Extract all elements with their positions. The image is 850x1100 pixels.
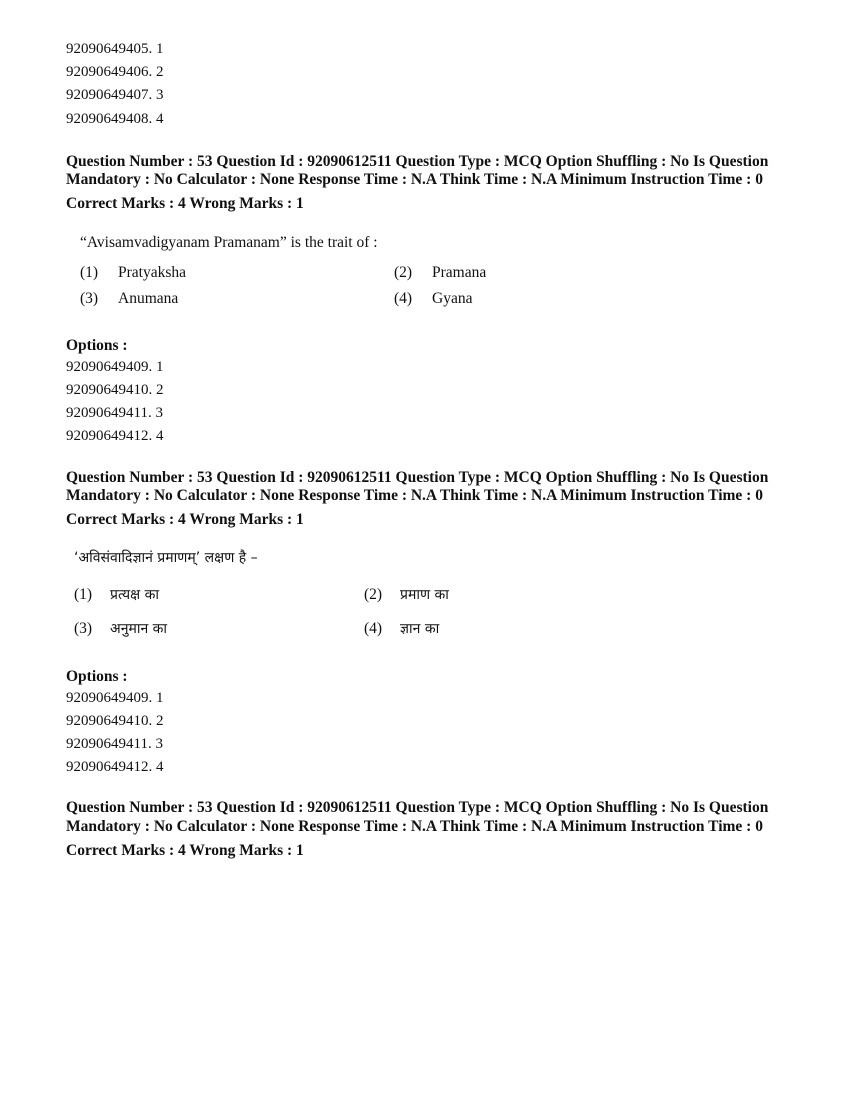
choice-text: Pramana (432, 263, 487, 281)
choice-number: (3) (80, 289, 99, 307)
choice-3 (74, 619, 167, 638)
option-id-line: 92090649411. 3 (66, 405, 163, 422)
option-id-line: 92090649409. 1 (66, 358, 164, 375)
choice-text: अनुमान का (110, 620, 168, 637)
option-id-line: 92090649405. 1 (66, 41, 164, 57)
option-id-line: 92090649406. 2 (66, 64, 164, 81)
question-marks: Correct Marks : 4 Wrong Marks : 1 (66, 511, 304, 529)
question-text: ‘अविसंवादिज्ञानं प्रमाणम्’ लक्षण है – (74, 549, 258, 566)
choice-number: (2) (364, 585, 383, 603)
options-label: Options : (66, 336, 128, 354)
choice-3 (80, 290, 178, 308)
choice-number: (1) (80, 263, 99, 281)
options-label: Options : (66, 667, 128, 685)
choice-text: Anumana (118, 289, 179, 307)
question-block (66, 799, 786, 860)
choices-grid (74, 585, 786, 647)
choice-text: Pratyaksha (118, 263, 187, 281)
choice-number: (1) (74, 585, 93, 603)
choice-text: ज्ञान का (400, 620, 440, 637)
choice-1 (80, 264, 186, 282)
option-id-line: 92090649412. 4 (66, 428, 164, 445)
choice-4 (394, 290, 472, 308)
option-id-line: 92090649410. 2 (66, 382, 164, 399)
choice-1 (74, 585, 159, 604)
question-block (66, 469, 786, 780)
question-block (66, 153, 786, 449)
option-id-line: 92090649407. 3 (66, 87, 164, 104)
choice-number: (4) (364, 619, 383, 637)
choice-text: प्रमाण का (400, 586, 449, 603)
choice-number: (2) (394, 263, 413, 281)
question-marks: Correct Marks : 4 Wrong Marks : 1 (66, 195, 304, 213)
question-meta: Question Number : 53 Question Id : 92090612511 Question Type : MCQ Option Shuffling : No Is Question Mandatory : No Calculator : None Response Time : N.A Think Time : N.A Minimum Instruction Time : 0 (66, 468, 769, 505)
choice-text: Gyana (432, 289, 473, 307)
choice-number: (3) (74, 619, 93, 637)
question-meta: Question Number : 53 Question Id : 92090612511 Question Type : MCQ Option Shuffling : No Is Question Mandatory : No Calculator : None Response Time : N.A Think Time : N.A Minimum Instruction Time : 0 (66, 152, 769, 189)
options-list (66, 687, 786, 780)
choice-2 (394, 264, 486, 282)
top-options-list (66, 38, 786, 131)
option-id-line: 92090649412. 4 (66, 759, 164, 776)
question-text: “Avisamvadigyanam Pramanam” is the trait of : (80, 233, 378, 251)
choice-number: (4) (394, 289, 413, 307)
option-id-line: 92090649411. 3 (66, 736, 163, 753)
question-meta: Question Number : 53 Question Id : 92090612511 Question Type : MCQ Option Shuffling : No Is Question Mandatory : No Calculator : None Response Time : N.A Think Time : N.A Minimum Instruction Time : 0 (66, 799, 769, 836)
question-marks: Correct Marks : 4 Wrong Marks : 1 (66, 841, 304, 859)
options-list (66, 356, 786, 449)
option-id-line: 92090649409. 1 (66, 689, 164, 706)
option-id-line: 92090649410. 2 (66, 712, 164, 729)
choice-4 (364, 619, 439, 638)
choice-text: प्रत्यक्ष का (110, 586, 160, 603)
choices-grid (80, 264, 786, 318)
document-page (66, 38, 786, 861)
choice-2 (364, 585, 449, 604)
option-id-line: 92090649408. 4 (66, 110, 164, 127)
